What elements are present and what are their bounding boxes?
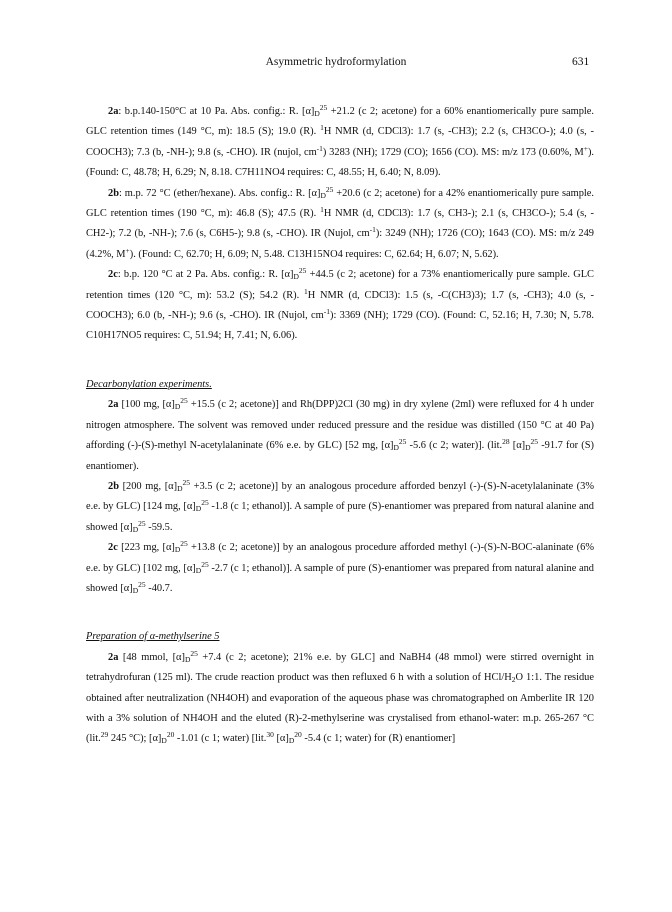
paragraph-2a-characterization: 2a: b.p.140-150°C at 10 Pa. Abs. config.: R. $[\alpha]_D^{25} +21.2$ (c 2; acetone) for a 60% enantiomerically pure sample. GLC retention times (149 °C, m): 18.5 (S); 19.0 (R). $^1$H NMR (d, CDCl3): 1.7 (s, -CH3); 2.2 (s, CH3CO-); 4.0 (s, -COOCH3); 7.3 (b, -NH-); 9.8 (s, -CHO). IR (nujol, $cm^{-1}$) 3283 (NH); 1729 (CO); 1656 (CO). MS: m/z 173 (0.60%, M+). (Found: C, 48.78; H, 6.29; N, 8.18. C7H11NO4 requires: C, 48.55; H, 6.40; N, 8.09).	[86, 103, 595, 179]
compound-label: 2b	[108, 187, 119, 199]
compound-label: 2c	[108, 542, 118, 554]
compound-label: 2b	[108, 480, 119, 492]
page-number: 631	[572, 56, 590, 68]
paragraph-2c-decarbonylation: 2c [223 mg, $[\alpha]_D^{25} +13.8$ (c 2; acetone)] by an analogous procedure afforded methyl (-)-(S)-N-BOC-alaninate (6% e.e. by GLC) [102 mg, $[\alpha]_D^{25}$ -2.7 (c 1; ethanol)]. A sample of pure (S)-enantiomer was prepared from natural alanine and showed $[\alpha]_D^{25}$ -40.7.	[86, 539, 594, 595]
paragraph-2b-decarbonylation: 2b [200 mg, $[\alpha]_D^{25} +3.5$ (c 2; acetone)] by an analogous procedure afforded benzyl (-)-(S)-N-acetylalaninate (3% e.e. by GLC) [124 mg, $[\alpha]_D^{25}$ -1.8 (c 1; ethanol)]. A sample of pure (S)-enantiomer was prepared from natural alanine and showed $[\alpha]_D^{25}$ -59.5.	[86, 477, 594, 534]
running-title: Asymmetric hydroformylation	[265, 56, 407, 68]
compound-label: 2a	[108, 106, 119, 117]
section-heading-methylserine: Preparation of α-methylserine 5	[86, 631, 220, 643]
section-heading-decarbonylation: Decarbonylation experiments.	[86, 378, 212, 390]
paragraph-2c-characterization: 2c: b.p. 120 °C at 2 Pa. Abs. config.: R. $[\alpha]_D^{25} +44.5$ (c 2; acetone) for a 73% enantiomerically pure sample. GLC retention times (120 °C, m): 53.2 (S); 54.2 (R). $^1$H NMR (d, CDCl3): 1.5 (s, -C(CH3)3); 1.7 (s, -CH3); 4.0 (s, -COOCH3); 6.0 (b, -NH-); 9.6 (s, -CHO). IR (Nujol, $cm^{-1}$): 3369 (NH); 1729 (CO). (Found: C, 52.16; H, 7.30; N, 5.78. C10H17NO5 requires: C, 51.94; H, 7.41; N, 6.06).	[86, 266, 594, 342]
paragraph-2a-decarbonylation: 2a [100 mg, $[\alpha]_D^{25} +15.5$ (c 2; acetone)] and Rh(DPP)2Cl (30 mg) in dry xylene (2ml) were refluxed for 4 h under nitrogen atmosphere. The solvent was removed under reduced pressure and the residue was distilled (150 °C at 40 Pa) affording (-)-(S)-methyl N-acetylalaninate (6% e.e. by GLC) [52 mg, $[\alpha]_D^{25}$ -5.6 (c 2; water)]. (lit.$^{28}$ $[\alpha]_D^{25}$ -91.7 for (S) enantiomer).	[86, 396, 594, 472]
body-text	[86, 102, 594, 750]
compound-label: 2a	[108, 399, 119, 411]
paragraph-2a-methylserine: 2a [48 mmol, $[\alpha]_D^{25} +7.4$ (c 2; acetone); 21% e.e. by GLC] and NaBH4 (48 mmol) were stirred overnight in tetrahydrofuran (125 ml). The crude reaction product was then refluxed 6 h with a solution of HCl/$H_2O$ 1:1. The residue obtained after neutralization (NH4OH) and evaporation of the aqueous phase was chromatographed on Amberlite IR 120 with a 3% solution of NH4OH and the eluted (R)-2-methylserine was crystalised from ethanol-water: m.p. 265-267 °C (lit.$^{29}$ 245 °C); $[\alpha]_D^{20}$ -1.01 (c 1; water) [lit.$^{30}$ $[\alpha]_D^{20}$ -5.4 (c 1; water) for (R) enantiomer]	[86, 648, 594, 746]
compound-label: 2c	[108, 269, 118, 281]
compound-label: 2a	[108, 651, 119, 663]
paragraph-2b-characterization: 2b: m.p. 72 °C (ether/hexane). Abs. config.: R. $[\alpha]_D^{25} +20.6$ (c 2; acetone) for a 42% enantiomerically pure sample. GLC retention times (190 °C, m): 46.8 (S); 47.5 (R). $^1$H NMR (d, CDCl3): 1.7 (s, CH3-); 2.1 (s, CH3CO-); 5.4 (s, -CH2-); 7.2 (b, -NH-); 7.6 (s, C6H5-); 9.8 (s, -CHO). IR (Nujol, $cm^{-1}$): 3249 (NH); 1726 (CO); 1643 (CO). MS: m/z 249 (4.2%, M+). (Found: C, 62.70; H, 6.09; N, 5.48. C13H15NO4 requires: C, 62.64; H, 6.07; N, 5.62).	[86, 184, 595, 260]
